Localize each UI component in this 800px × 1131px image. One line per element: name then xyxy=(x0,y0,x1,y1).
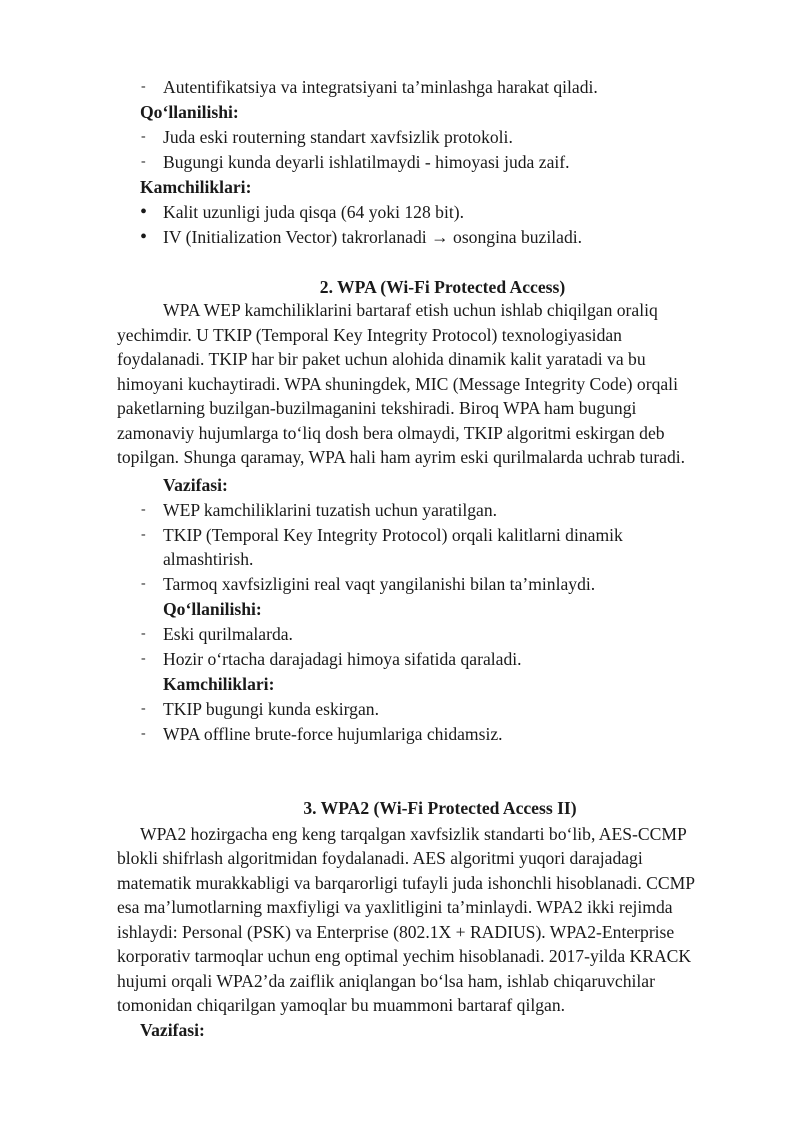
task-heading: Vazifasi: xyxy=(140,1020,205,1040)
paragraph-line: himoyani kuchaytiradi. WPA shuningdek, MIC (Message Integrity Code) orqali xyxy=(117,374,678,394)
paragraph-line: foydalanadi. TKIP har bir paket uchun alohida dinamik kalit yaratadi va bu xyxy=(117,349,646,369)
dash-marker: - xyxy=(141,726,146,741)
paragraph-line: yechimdir. U TKIP (Temporal Key Integrity Protocol) texnologiyasidan xyxy=(117,325,622,345)
paragraph-line: korporativ tarmoqlar uchun eng optimal yechim hisoblanadi. 2017-yilda KRACK xyxy=(117,946,692,966)
list-item: WPA offline brute-force hujumlariga chidamsiz. xyxy=(163,724,503,744)
list-item: WEP kamchiliklarini tuzatish uchun yaratilgan. xyxy=(163,500,498,520)
paragraph-line: matematik murakkabligi va barqarorligi tufayli juda ishonchli hisoblanadi. CCMP xyxy=(117,873,696,893)
paragraph-line: topilgan. Shunga qaramay, WPA hali ham ayrim eski qurilmalarda uchrab turadi. xyxy=(117,447,686,467)
dash-marker: - xyxy=(141,154,146,169)
list-item: Eski qurilmalarda. xyxy=(163,624,293,644)
dash-marker: - xyxy=(141,576,146,591)
list-item: IV (Initialization Vector) takrorlanadi → osongina buziladi. xyxy=(163,227,583,247)
list-item: Kalit uzunligi juda qisqa (64 yoki 128 bit). xyxy=(163,202,465,222)
list-item: TKIP bugungi kunda eskirgan. xyxy=(163,699,379,719)
paragraph-line: hujumi orqali WPA2’da zaiflik aniqlangan bo‘lsa ham, ishlab chiqaruvchilar xyxy=(117,971,655,991)
dash-marker: - xyxy=(141,651,146,666)
list-item: Bugungi kunda deyarli ishlatilmaydi - himoyasi juda zaif. xyxy=(163,152,570,172)
paragraph-line: paketlarning buzilgan-buzilmaganini tekshiradi. Biroq WPA ham bugungi xyxy=(117,398,637,418)
bullet-marker: • xyxy=(140,201,148,223)
usage-heading: Qo‘llanilishi: xyxy=(140,102,239,122)
paragraph-line: blokli shifrlash algoritmidan foydalanadi. AES algoritmi yuqori darajadagi xyxy=(117,848,643,868)
paragraph-line: WPA WEP kamchiliklarini bartaraf etish uchun ishlab chiqilgan oraliq xyxy=(163,300,658,320)
paragraph-line: WPA2 hozirgacha eng keng tarqalgan xavfsizlik standarti bo‘lib, AES-CCMP xyxy=(140,824,687,844)
dash-marker: - xyxy=(141,129,146,144)
dash-marker: - xyxy=(141,527,146,542)
list-item: Autentifikatsiya va integratsiyani ta’minlashga harakat qiladi. xyxy=(163,77,598,97)
paragraph-line: zamonaviy hujumlarga to‘liq dosh bera olmaydi, TKIP algoritmi eskirgan deb xyxy=(117,423,665,443)
dash-marker: - xyxy=(141,626,146,641)
dash-marker: - xyxy=(141,502,146,517)
dash-marker: - xyxy=(141,701,146,716)
section-heading-wpa2: 3. WPA2 (Wi-Fi Protected Access II) xyxy=(303,798,577,818)
usage-heading: Qo‘llanilishi: xyxy=(163,599,262,619)
list-item: Hozir o‘rtacha darajadagi himoya sifatida qaraladi. xyxy=(163,649,522,669)
list-item-continuation: almashtirish. xyxy=(163,549,254,569)
paragraph-line: esa ma’lumotlarning maxfiyligi va yaxlitligini ta’minlaydi. WPA2 ikki rejimda xyxy=(117,897,673,917)
dash-marker: - xyxy=(141,79,146,94)
list-item: Tarmoq xavfsizligini real vaqt yangilanishi bilan ta’minlaydi. xyxy=(163,574,596,594)
list-item: TKIP (Temporal Key Integrity Protocol) orqali kalitlarni dinamik xyxy=(163,525,623,545)
task-heading: Vazifasi: xyxy=(163,475,228,495)
bullet-marker: • xyxy=(140,226,148,248)
cons-heading: Kamchiliklari: xyxy=(140,177,252,197)
paragraph-line: ishlaydi: Personal (PSK) va Enterprise (802.1X + RADIUS). WPA2-Enterprise xyxy=(117,922,675,942)
cons-heading: Kamchiliklari: xyxy=(163,674,275,694)
list-item: Juda eski routerning standart xavfsizlik protokoli. xyxy=(163,127,513,147)
paragraph-line: tomonidan chiqarilgan yamoqlar bu muammoni bartaraf qilgan. xyxy=(117,995,566,1015)
section-heading-wpa: 2. WPA (Wi-Fi Protected Access) xyxy=(319,277,566,297)
